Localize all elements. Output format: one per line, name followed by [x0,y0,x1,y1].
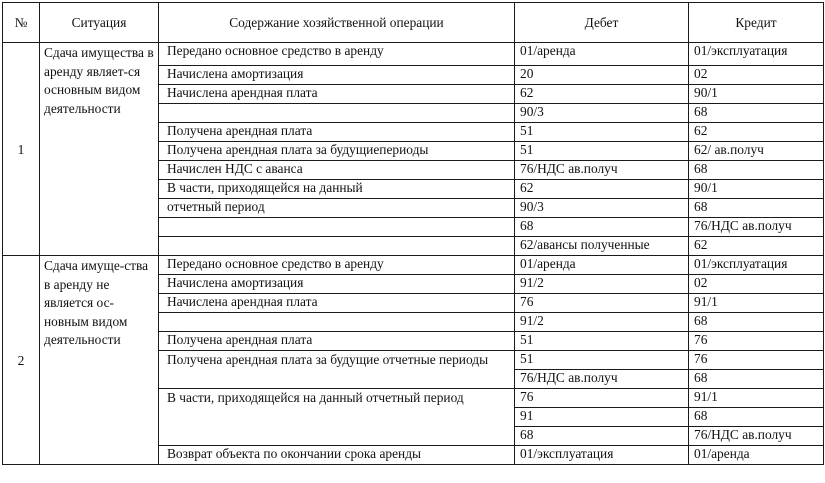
header-situation: Ситуация [40,3,159,43]
operation-cell: Получена арендная плата [159,332,515,351]
credit-cell: 02 [689,66,824,85]
row-number: 1 [3,43,40,256]
credit-cell: 01/эксплуатация [689,43,824,66]
debit-cell: 51 [515,332,689,351]
operation-cell: Получена арендная плата за будущиепериоды [159,142,515,161]
credit-cell: 68 [689,104,824,123]
situation-cell: Сдача имуще-ства в аренду не является ос-новным видом деятельности [40,256,159,465]
debit-cell: 20 [515,66,689,85]
debit-cell: 76/НДС ав.получ [515,161,689,180]
debit-cell: 90/3 [515,104,689,123]
debit-cell: 51 [515,142,689,161]
header-credit: Кредит [689,3,824,43]
debit-cell: 01/аренда [515,256,689,275]
credit-cell: 76/НДС ав.получ [689,218,824,237]
operation-cell: Начислена арендная плата [159,294,515,313]
credit-cell: 76 [689,332,824,351]
operation-cell: В части, приходящейся на данный отчетный период [159,389,515,446]
operation-cell: Передано основное средство в аренду [159,43,515,66]
debit-cell: 01/эксплуатация [515,446,689,465]
credit-cell: 91/1 [689,294,824,313]
credit-cell: 02 [689,275,824,294]
debit-cell: 76 [515,389,689,408]
credit-cell: 68 [689,408,824,427]
header-operation: Содержание хозяйственной операции [159,3,515,43]
operation-cell [159,104,515,123]
operation-cell: Начислен НДС с аванса [159,161,515,180]
credit-cell: 62 [689,123,824,142]
accounting-table [2,2,824,465]
credit-cell: 62 [689,237,824,256]
operation-cell: Получена арендная плата [159,123,515,142]
credit-cell: 01/эксплуатация [689,256,824,275]
credit-cell: 68 [689,161,824,180]
debit-cell: 90/3 [515,199,689,218]
operation-cell: Возврат объекта по окончании срока аренды [159,446,515,465]
operation-cell: Начислена арендная плата [159,85,515,104]
operation-cell: Получена арендная плата за будущие отчетные периоды [159,351,515,389]
debit-cell: 62 [515,180,689,199]
table-row [3,256,824,275]
operation-cell [159,313,515,332]
debit-cell: 51 [515,351,689,370]
debit-cell: 62/авансы полученные [515,237,689,256]
header-num: № [3,3,40,43]
debit-cell: 68 [515,427,689,446]
debit-cell: 62 [515,85,689,104]
credit-cell: 76/НДС ав.получ [689,427,824,446]
credit-cell: 68 [689,199,824,218]
debit-cell: 51 [515,123,689,142]
header-row [3,3,824,43]
debit-cell: 68 [515,218,689,237]
operation-cell: Передано основное средство в аренду [159,256,515,275]
operation-cell: Начислена амортизация [159,275,515,294]
credit-cell: 76 [689,351,824,370]
credit-cell: 68 [689,370,824,389]
debit-cell: 76 [515,294,689,313]
situation-cell: Сдача имущества в аренду являет-ся основным видом деятельности [40,43,159,256]
operation-cell: В части, приходящейся на данный [159,180,515,199]
debit-cell: 91/2 [515,275,689,294]
debit-cell: 01/аренда [515,43,689,66]
credit-cell: 01/аренда [689,446,824,465]
credit-cell: 91/1 [689,389,824,408]
debit-cell: 91 [515,408,689,427]
credit-cell: 68 [689,313,824,332]
debit-cell: 91/2 [515,313,689,332]
credit-cell: 90/1 [689,85,824,104]
operation-cell [159,218,515,237]
header-debit: Дебет [515,3,689,43]
table-row [3,43,824,66]
debit-cell: 76/НДС ав.получ [515,370,689,389]
credit-cell: 62/ ав.получ [689,142,824,161]
operation-cell: Начислена амортизация [159,66,515,85]
credit-cell: 90/1 [689,180,824,199]
row-number: 2 [3,256,40,465]
operation-cell [159,237,515,256]
operation-cell: отчетный период [159,199,515,218]
